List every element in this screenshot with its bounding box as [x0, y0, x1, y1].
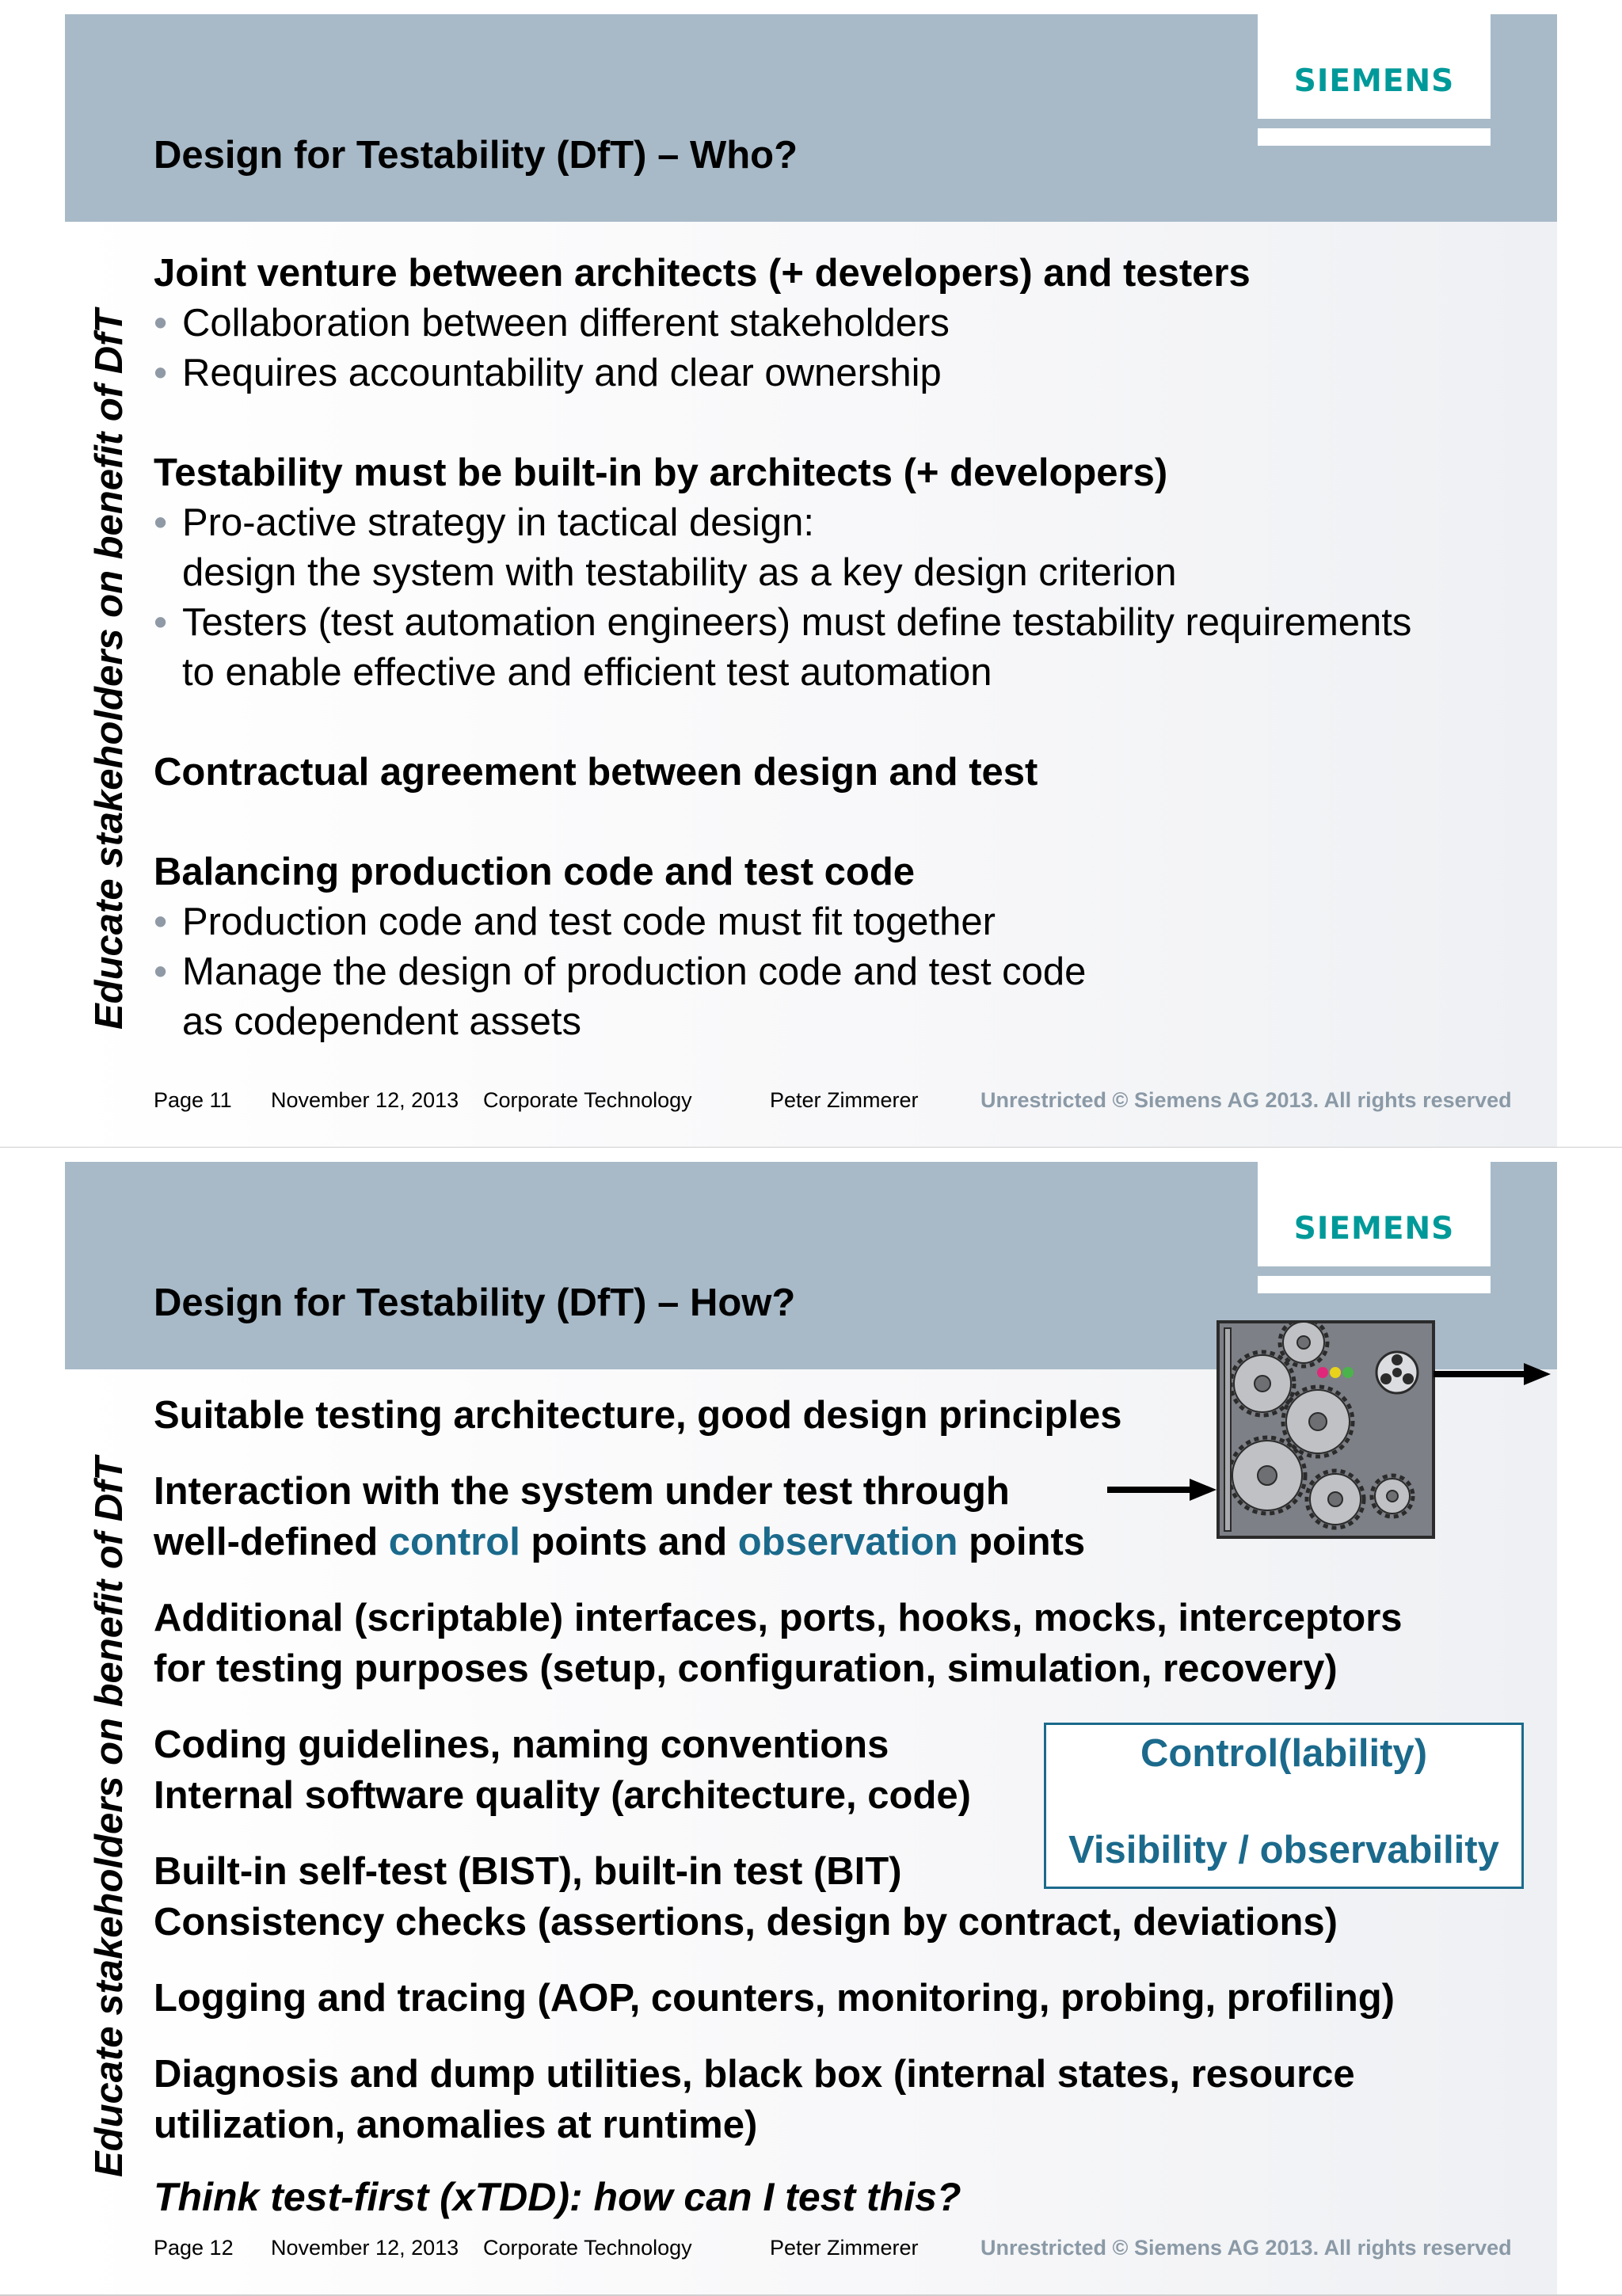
- content-line: for testing purposes (setup, configuration, simulation, recovery): [154, 1647, 1338, 1690]
- content-line: utilization, anomalies at runtime): [154, 2104, 758, 2146]
- section-heading: Balancing production code and test code: [154, 851, 916, 893]
- callout-line-1: Control(lability): [1140, 1732, 1428, 1775]
- bullet-icon: •: [154, 901, 168, 943]
- footer-copyright: Unrestricted © Siemens AG 2013. All rights reserved: [980, 1088, 1512, 1112]
- content-line: well-defined control points and observation points: [154, 1521, 1086, 1563]
- content-line: Logging and tracing (AOP, counters, monitoring, probing, profiling): [154, 1977, 1395, 2020]
- bullet-text: Requires accountability and clear ownership: [182, 352, 942, 394]
- logo-underline: [1258, 1276, 1491, 1293]
- observation-highlight: observation: [737, 1521, 958, 1563]
- slide-12: [0, 1148, 1622, 2296]
- page-title: Design for Testability (DfT) – Who?: [154, 134, 798, 177]
- callout-line-2: Visibility / observability: [1068, 1829, 1499, 1871]
- footer-author: Peter Zimmerer: [770, 2236, 919, 2260]
- logo-text: SIEMENS: [1293, 63, 1455, 99]
- side-label: Educate stakeholders on benefit of DfT: [88, 1456, 131, 2177]
- bullet-icon: •: [154, 601, 168, 644]
- bullet-item: [154, 348, 1555, 398]
- content-line: Built-in self-test (BIST), built-in test (BIT): [154, 1850, 902, 1893]
- bullet-item: [154, 299, 1555, 348]
- footer-dept: Corporate Technology: [483, 2236, 692, 2260]
- bullet-item: [154, 947, 1555, 997]
- content-line: Suitable testing architecture, good design principles: [154, 1394, 1122, 1437]
- bullet-item: [154, 897, 1555, 947]
- closing-question: Think test-first (xTDD): how can I test this?: [154, 2175, 961, 2219]
- section-heading: Joint venture between architects (+ developers) and testers: [154, 252, 1251, 295]
- bullet-icon: •: [154, 501, 168, 544]
- bullet-icon: •: [154, 352, 168, 394]
- bullet-continuation: to enable effective and efficient test automation: [182, 651, 992, 694]
- footer-date: November 12, 2013: [271, 2236, 459, 2260]
- footer-page: Page 12: [154, 2236, 234, 2260]
- footer-copyright: Unrestricted © Siemens AG 2013. All rights reserved: [980, 2236, 1512, 2260]
- controllability-callout: [1044, 1723, 1524, 1889]
- section-heading: Contractual agreement between design and test: [154, 751, 1038, 794]
- bullet-text: Pro-active strategy in tactical design:: [182, 501, 814, 544]
- content-line: Consistency checks (assertions, design by contract, deviations): [154, 1901, 1338, 1944]
- content-line: Additional (scriptable) interfaces, ports, hooks, mocks, interceptors: [154, 1597, 1403, 1639]
- logo-text: SIEMENS: [1293, 1211, 1455, 1247]
- page-title: Design for Testability (DfT) – How?: [154, 1281, 796, 1324]
- content-line: Interaction with the system under test through: [154, 1470, 1010, 1513]
- bullet-continuation: design the system with testability as a key design criterion: [182, 551, 1177, 594]
- bullet-text: Testers (test automation engineers) must define testability requirements: [182, 601, 1412, 644]
- slide-footer: [0, 1088, 1622, 1120]
- slide-footer: [0, 2236, 1622, 2267]
- output-arrow-icon: [1434, 1358, 1552, 1390]
- content-line: Internal software quality (architecture, code): [154, 1774, 971, 1817]
- logo-underline: [1258, 128, 1491, 146]
- control-highlight: control: [388, 1521, 520, 1563]
- bullet-icon: •: [154, 950, 168, 993]
- bullet-text: Collaboration between different stakeholders: [182, 302, 950, 345]
- footer-dept: Corporate Technology: [483, 1088, 692, 1112]
- section-heading: Testability must be built-in by architects (+ developers): [154, 451, 1168, 494]
- bullet-icon: •: [154, 302, 168, 345]
- footer-page: Page 11: [154, 1088, 232, 1112]
- side-label: Educate stakeholders on benefit of DfT: [88, 309, 131, 1030]
- content-line: Diagnosis and dump utilities, black box (internal states, resource: [154, 2053, 1355, 2096]
- siemens-logo: [1258, 1162, 1491, 1266]
- bullet-text: Manage the design of production code and test code: [182, 950, 1087, 993]
- content-line: Coding guidelines, naming conventions: [154, 1723, 889, 1766]
- bullet-continuation: as codependent assets: [182, 1000, 581, 1043]
- bullet-text: Production code and test code must fit together: [182, 901, 996, 943]
- siemens-logo: [1258, 14, 1491, 119]
- slide-content: [154, 249, 1555, 1047]
- bullet-item: [154, 598, 1555, 648]
- footer-author: Peter Zimmerer: [770, 1088, 919, 1112]
- bullet-item: [154, 498, 1555, 548]
- footer-date: November 12, 2013: [271, 1088, 459, 1112]
